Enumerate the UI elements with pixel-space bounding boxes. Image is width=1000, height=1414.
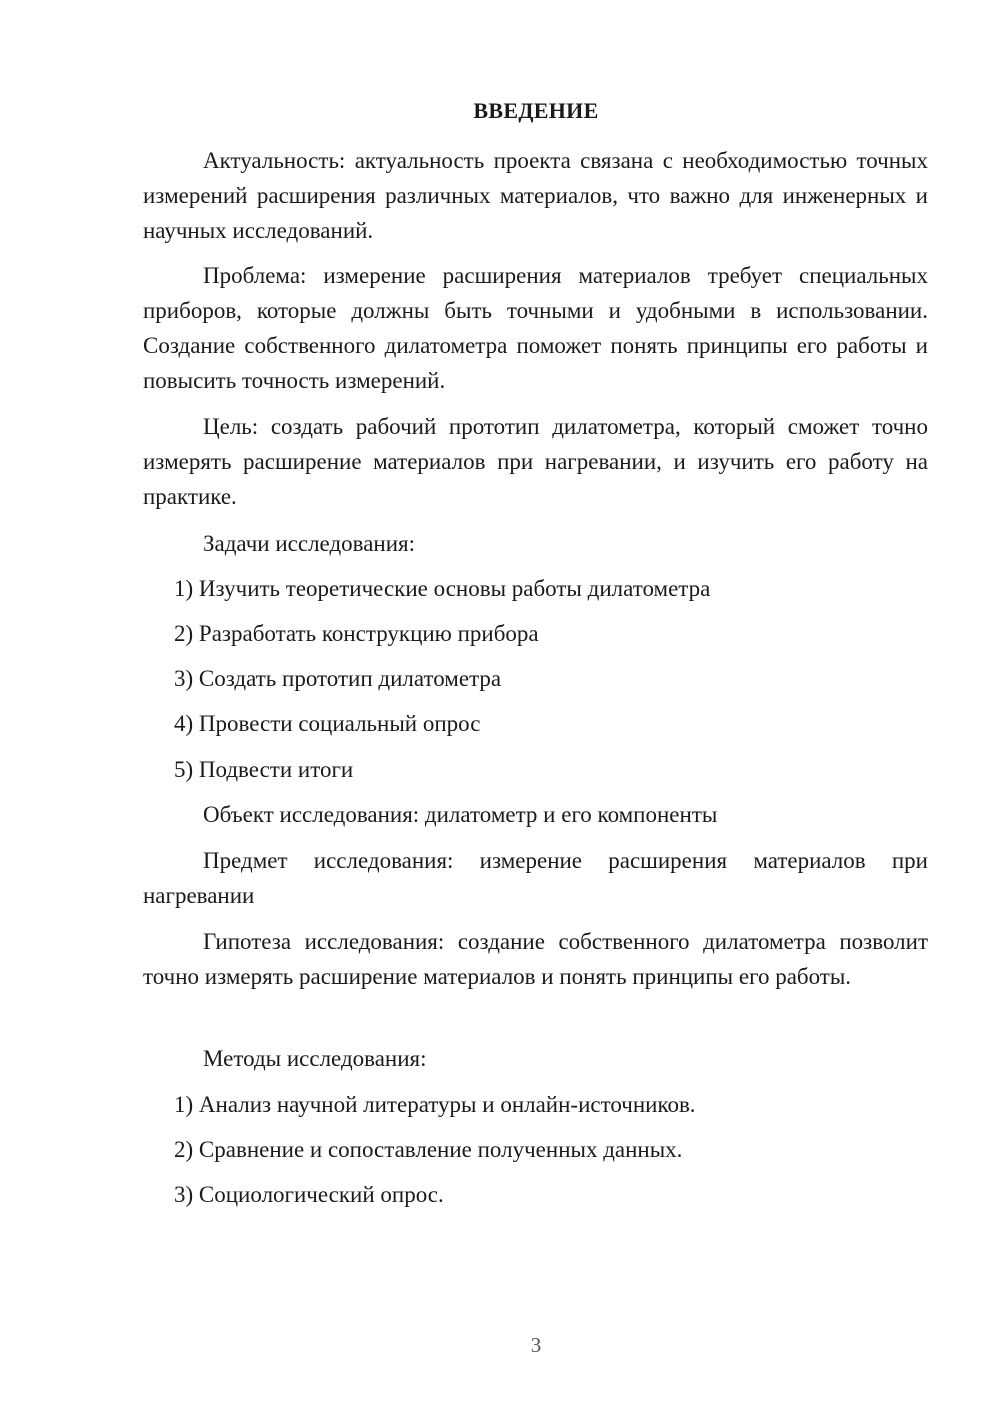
page-number: 3 [530,1333,542,1357]
task-item: 3) Создать прототип дилатометра [174,666,502,691]
hypothesis-paragraph: Гипотеза исследования: создание собственного дилатометра позволит точно измерять расширение материалов и понять принципы его работы. [143,929,928,989]
method-item: 1) Анализ научной литературы и онлайн-источников. [174,1092,696,1117]
goal-paragraph: Цель: создать рабочий прототип дилатометра, который сможет точно измерять расширение материалов при нагревании, и изучить его работу на практике. [143,414,928,509]
methods-heading: Методы исследования: [203,1046,427,1071]
problem-paragraph: Проблема: измерение расширения материалов требует специальных приборов, которые должны быть точными и удобными в использовании. Создание собственного дилатометра поможет понять принципы его работы и повысить точность измерений. [143,263,928,393]
object-line: Объект исследования: дилатометр и его компоненты [203,802,718,827]
task-item: 2) Разработать конструкцию прибора [174,621,539,646]
method-item: 2) Сравнение и сопоставление полученных данных. [174,1137,683,1162]
relevance-paragraph: Актуальность: актуальность проекта связана с необходимостью точных измерений расширения различных материалов, что важно для инженерных и научных исследований. [143,148,928,243]
method-item: 3) Социологический опрос. [174,1182,444,1207]
task-item: 4) Провести социальный опрос [174,711,481,736]
subject-paragraph: Предмет исследования: измерение расширения материалов при нагревании [143,848,928,908]
task-item: 1) Изучить теоретические основы работы дилатометра [174,576,711,601]
task-item: 5) Подвести итоги [174,757,354,782]
tasks-heading: Задачи исследования: [203,531,416,556]
page-title: ВВЕДЕНИЕ [473,98,599,123]
